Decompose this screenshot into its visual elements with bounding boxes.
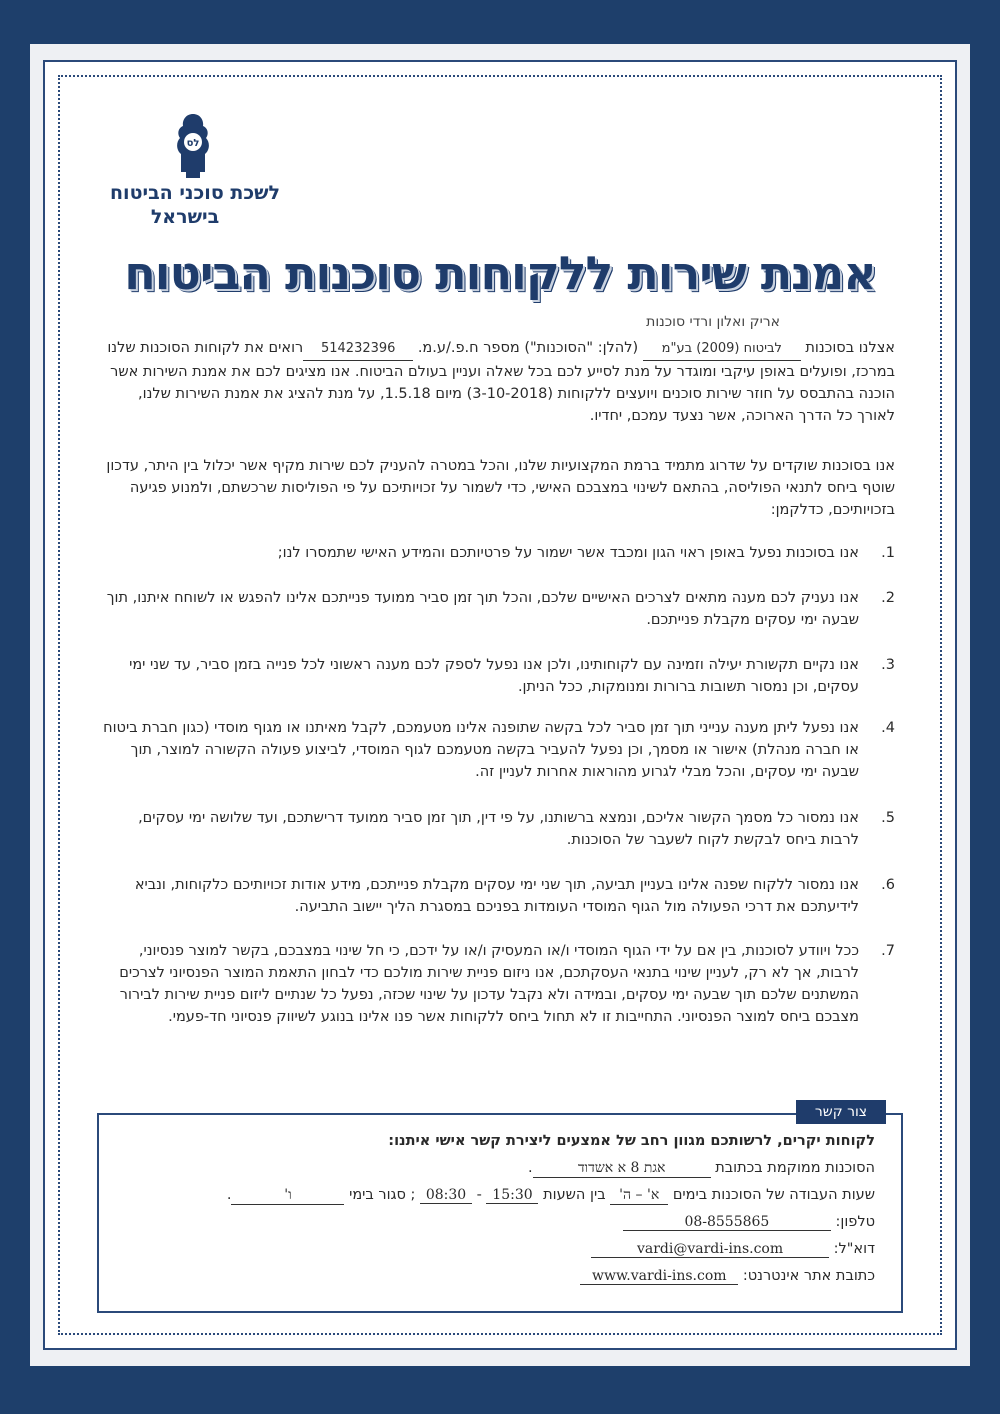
item-number: 4. bbox=[881, 720, 895, 736]
company-number-field: 514232396 bbox=[303, 338, 413, 361]
closed-label: ; סגור בימי bbox=[349, 1187, 416, 1203]
association-logo bbox=[100, 112, 290, 227]
item-text: אנו נעניק לכם מענה מתאים לצרכים האישיים שלכם, והכל תוך זמן סביר ממועד פנייתכם אלינו להפגש או לשוחח איתנו, תוך שבעה ימי עסקים מקבלת פנייתכם. bbox=[106, 590, 859, 628]
svg-text:לס: לס bbox=[186, 138, 200, 149]
hours-line: שעות העבודה של הסוכנות בימים א' – ה' בין השעות 15:30 - 08:30 ; סגור בימי ו'. bbox=[226, 1187, 875, 1203]
logo-text-line1: לשכת סוכני הביטוח bbox=[110, 182, 280, 204]
days-value: א' – ה' bbox=[610, 1187, 668, 1205]
agency-name: אריק ואלון ורדי סוכנות bbox=[646, 314, 780, 330]
item-number: 3. bbox=[881, 657, 895, 673]
commitment-paragraph: אנו בסוכנות שוקדים על שדרוג מתמיד ברמת המקצועיות שלנו, והכל במטרה להעניק לכם שירות מקיף אשר יכלול בין היתר, עדכון שוטף ביחס לתנאי הפוליסה, בהתאם לשינוי במצבכם האישי, כדי לשמור על זכויותיכם על פי הפוליסות שרכשתם, ולמנוע פגיעה בזכויותיכם, כדלקמן: bbox=[106, 458, 895, 518]
item-number: 6. bbox=[881, 877, 895, 893]
email-label: דוא"ל: bbox=[833, 1241, 875, 1257]
item-text: אנו בסוכנות נפעל באופן ראוי הגון ומכבד אשר ישמור על פרטיותכם והמידע האישי שתמסרו לנו; bbox=[277, 545, 859, 561]
list-item bbox=[100, 587, 895, 631]
contact-heading-text: לקוחות יקרים, לרשותכם מגוון רחב של אמצעים ליצירת קשר אישי איתנו: bbox=[388, 1133, 875, 1149]
intro-rest: הסוכנות שלנו במרכז, ופועלים באופן עיקבי ומוגדר על מנת לסייע לכם בכל שאלה ועניין בעולם הביטוח. אנו מציגים לכם את אמנת השירות אשר הוכנה בהתבסס על חוזר שירות סוכנים ויועצים ללקוחות (3-10-2018) מיום 1.5.18, על מנת להציג את אמנת השירות שלנו, לאורך כל הדרך הארוכה, אשר נצעד עמכם, יחדיו. bbox=[107, 340, 895, 424]
list-item bbox=[100, 654, 895, 698]
address-label: הסוכנות ממוקמת בכתובת bbox=[715, 1160, 875, 1176]
intro-suffix: רואים את לקוחות bbox=[194, 340, 304, 356]
hours-label: שעות העבודה של הסוכנות בימים bbox=[672, 1187, 875, 1203]
item-text: אנו נקיים תקשורת יעילה וזמינה עם לקוחותינו, ולכן אנו נפעל לספק לכם מענה ראשוני לכל פנייה בזמן סביר, עד שני ימי עסקים, וכן נמסור תשובות ברורות ומנומקות, ככל הניתן. bbox=[129, 657, 859, 695]
hours-from: 15:30 bbox=[486, 1187, 538, 1204]
item-number: 5. bbox=[881, 810, 895, 826]
intro-mid: (להלן: "הסוכנות") מספר ח.פ./ע.מ. bbox=[417, 340, 639, 356]
item-number: 1. bbox=[881, 545, 895, 561]
intro-prefix: אצלנו בסוכנות bbox=[805, 340, 895, 356]
website-line bbox=[580, 1268, 875, 1285]
website-label: כתובת אתר אינטרנט: bbox=[742, 1268, 875, 1284]
item-number: 7. bbox=[881, 943, 895, 959]
logo-text-line2: בישראל bbox=[150, 206, 220, 228]
item-text: אנו נמסור כל מסמך הקשור אליכם, ונמצא ברשותנו, על פי דין, תוך זמן סביר ממועד דרישתכם, ועד שלושה ימי עסקים, לרבות ביחס לבקשת לקוח לשעבר של הסוכנות. bbox=[138, 810, 859, 848]
agency-suffix-field: לביטוח (2009) בע"מ bbox=[643, 338, 801, 361]
address-value: אגת 8 א אשדוד bbox=[533, 1160, 711, 1178]
item-number: 2. bbox=[881, 590, 895, 606]
email-value[interactable]: vardi@vardi-ins.com bbox=[591, 1241, 829, 1258]
logo-emblem-icon bbox=[168, 112, 218, 180]
contact-tab: צור קשר bbox=[796, 1100, 886, 1124]
list-item bbox=[100, 874, 895, 918]
phone-line bbox=[623, 1214, 875, 1231]
email-line bbox=[591, 1241, 875, 1258]
page-title: אמנת שירות ללקוחות סוכנות הביטוח bbox=[124, 246, 876, 300]
list-item bbox=[100, 542, 895, 564]
closed-day: ו' bbox=[231, 1187, 344, 1205]
phone-label: טלפון: bbox=[835, 1214, 875, 1230]
item-text: ככל ויוודע לסוכנות, בין אם על ידי הגוף המוסדי ו/או המעסיק ו/או על ידכם, כי חל שינוי במצבכם, בקשר למוצר פנסיוני, לרבות, אך לא רק, לעניין שינוי בתנאי העסקתכם, אנו ניזום פניית שירות מולכם כדי לבחון התאמת המוצר הפנסיוני לצרכים המשתנים שלכם תוך שבעה ימי עסקים, ובמידה ולא נקבל עדכון על שינוי שכזה, נפעל כל שנתיים ליזום פניית שירות לבירור מצבכם ביחס למוצר הפנסיוני. התחייבות זו לא תחול ביחס ללקוחות אשר פנו אלינו בנוגע לשיווק פנסיוני חד-פעמי. bbox=[119, 943, 859, 1025]
item-text: אנו נמסור ללקוח שפנה אלינו בעניין תביעה, תוך שני ימי עסקים מקבלת פנייתכם, מידע אודות זכויותיכם כלקוחות, ונביא לידיעתכם את דרכי הפעולה מול הגוף המוסדי העומדות בפניכם במסגרת הליך יישוב התביעה. bbox=[134, 877, 859, 915]
phone-value: 08-8555865 bbox=[623, 1214, 831, 1231]
between-label: בין השעות bbox=[543, 1187, 606, 1203]
hours-dash: - bbox=[476, 1187, 482, 1203]
list-item bbox=[100, 940, 895, 1028]
website-value[interactable]: www.vardi-ins.com bbox=[580, 1268, 738, 1285]
list-item bbox=[100, 717, 895, 783]
list-item bbox=[100, 807, 895, 851]
contact-heading bbox=[388, 1133, 875, 1149]
address-line: הסוכנות ממוקמת בכתובת אגת 8 א אשדוד. bbox=[528, 1160, 875, 1176]
hours-to: 08:30 bbox=[420, 1187, 472, 1204]
item-text: אנו נפעל ליתן מענה ענייני תוך זמן סביר לכל בקשה שתופנה אלינו מטעמכם, לקבל מאיתנו או מגוף מוסדי (כגון חברת ביטוח או חברה מנהלת) אישור או מסמך, וכן נפעל להעביר בקשה מטעמכם לגוף המוסדי, לביצוע פעולה הקשורה למוצר, תוך שבעה ימי עסקים, והכל מבלי לגרוע מהוראות אחרות לעניין זה. bbox=[103, 720, 859, 780]
intro-paragraph bbox=[100, 337, 895, 427]
